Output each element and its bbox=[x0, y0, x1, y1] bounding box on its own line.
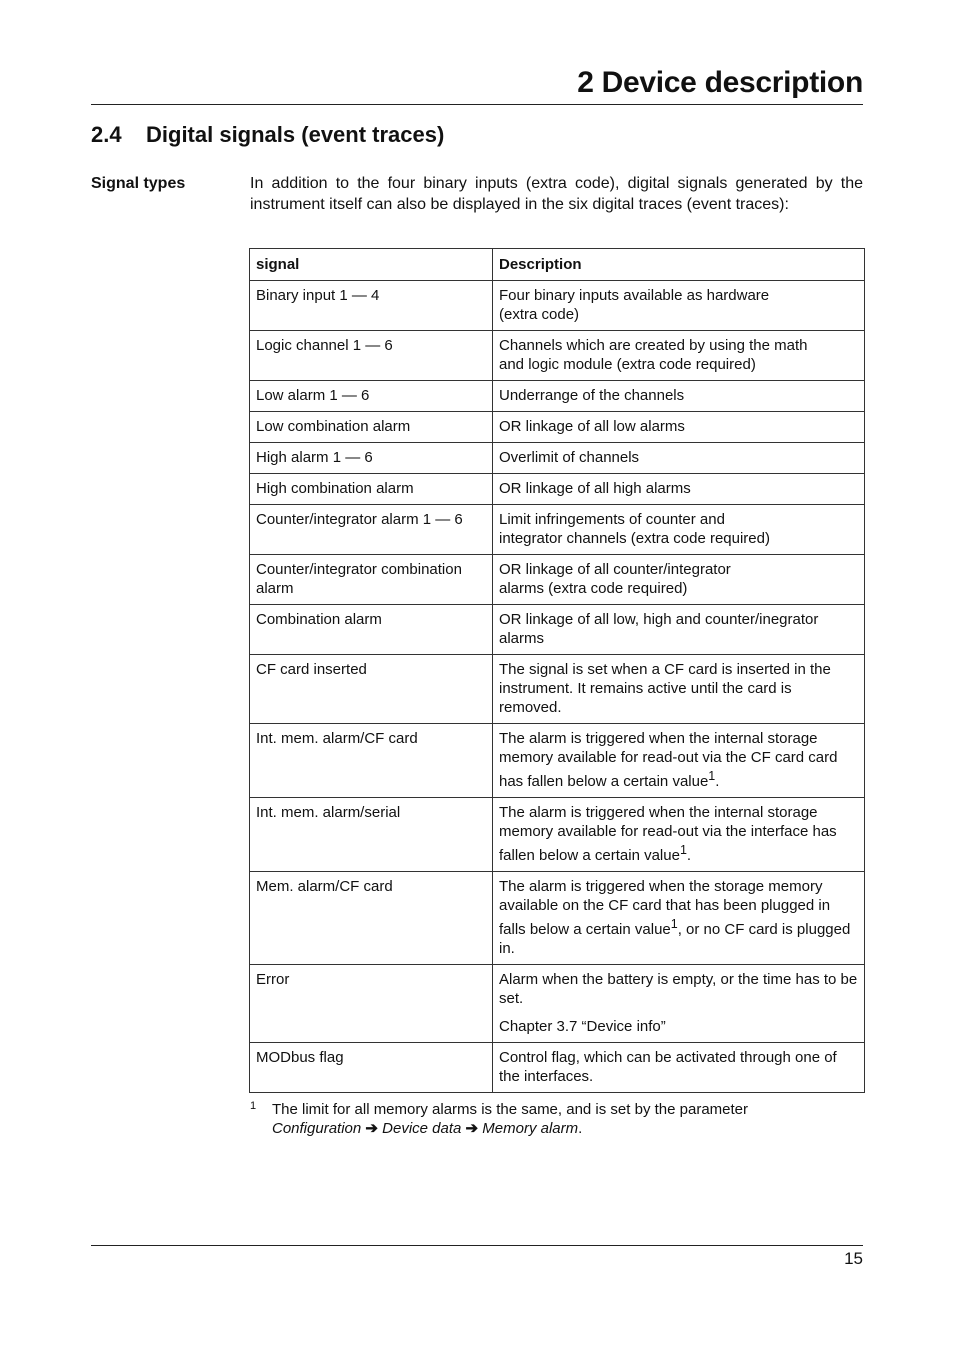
description-text: The alarm is triggered when the internal storage memory available for read-out via the interface has fallen below a certain value bbox=[499, 804, 837, 864]
path-step: Device data bbox=[382, 1120, 462, 1137]
description-cell bbox=[493, 724, 865, 798]
table-row bbox=[250, 331, 865, 381]
path-step: Configuration bbox=[272, 1120, 362, 1137]
footnote-reference: 1 bbox=[708, 769, 716, 783]
chapter-reference: Chapter 3.7 “Device info” bbox=[499, 1018, 666, 1035]
table-row bbox=[250, 872, 865, 965]
arrow-icon: ➔ bbox=[365, 1120, 378, 1137]
table-row bbox=[250, 1043, 865, 1093]
description-text: The alarm is triggered when the internal storage memory available for read-out via the CF card card has fallen below a certain value bbox=[499, 730, 838, 790]
description-line: Limit infringements of counter and bbox=[499, 511, 725, 528]
footer-rule bbox=[91, 1245, 863, 1246]
description-cell: Underrange of the channels bbox=[493, 381, 865, 412]
table-row bbox=[250, 281, 865, 331]
section-title: Digital signals (event traces) bbox=[146, 122, 445, 147]
signal-cell: Logic channel 1 — 6 bbox=[250, 331, 493, 381]
parameter-path bbox=[272, 1119, 863, 1138]
description-cell: Overlimit of channels bbox=[493, 443, 865, 474]
page-number: 15 bbox=[844, 1249, 863, 1268]
description-line: (extra code) bbox=[499, 306, 580, 323]
signal-cell: High alarm 1 — 6 bbox=[250, 443, 493, 474]
signal-cell: Counter/integrator combination alarm bbox=[250, 555, 493, 605]
description-cell: Control flag, which can be activated through one of the interfaces. bbox=[493, 1043, 865, 1093]
column-header-signal: signal bbox=[250, 249, 493, 281]
footnote bbox=[250, 1100, 863, 1138]
table-row bbox=[250, 505, 865, 555]
table-row bbox=[250, 798, 865, 872]
arrow-icon: ➔ bbox=[465, 1120, 479, 1137]
description-cell bbox=[493, 331, 865, 381]
description-cell bbox=[493, 555, 865, 605]
description-line: OR linkage of all counter/integrator bbox=[499, 561, 731, 578]
footnote-reference: 1 bbox=[670, 917, 678, 931]
signal-cell: Combination alarm bbox=[250, 605, 493, 655]
table-row bbox=[250, 555, 865, 605]
side-label: Signal types bbox=[91, 175, 186, 192]
signal-cell: Mem. alarm/CF card bbox=[250, 872, 493, 965]
table-row bbox=[250, 443, 865, 474]
description-line: integrator channels (extra code required) bbox=[499, 530, 770, 547]
footnote-reference: 1 bbox=[679, 843, 687, 857]
description-cell bbox=[493, 505, 865, 555]
description-cell bbox=[493, 798, 865, 872]
table-row bbox=[250, 381, 865, 412]
description-cell: OR linkage of all low, high and counter/inegrator alarms bbox=[493, 605, 865, 655]
signal-cell: Error bbox=[250, 965, 493, 1043]
description-text: . bbox=[686, 847, 692, 864]
signal-cell: Low combination alarm bbox=[250, 412, 493, 443]
description-line: and logic module (extra code required) bbox=[499, 356, 756, 373]
signal-cell: Int. mem. alarm/CF card bbox=[250, 724, 493, 798]
footnote-mark: 1 bbox=[250, 1100, 257, 1112]
description-line: Four binary inputs available as hardware bbox=[499, 287, 770, 304]
chapter-title: 2 Device description bbox=[577, 66, 863, 99]
table-row bbox=[250, 412, 865, 443]
signal-cell: Binary input 1 — 4 bbox=[250, 281, 493, 331]
signal-cell: Low alarm 1 — 6 bbox=[250, 381, 493, 412]
signal-cell: MODbus flag bbox=[250, 1043, 493, 1093]
table-row bbox=[250, 724, 865, 798]
description-text: The alarm is triggered when the storage memory available on the CF card that has been plugged in falls below a certain value bbox=[499, 878, 831, 938]
description-line: Channels which are created by using the math bbox=[499, 337, 808, 354]
signal-cell: Counter/integrator alarm 1 — 6 bbox=[250, 505, 493, 555]
section-heading bbox=[91, 122, 444, 148]
description-cell bbox=[493, 281, 865, 331]
table-row bbox=[250, 605, 865, 655]
footnote-text: The limit for all memory alarms is the same, and is set by the parameter bbox=[272, 1101, 749, 1118]
description-cell: OR linkage of all high alarms bbox=[493, 474, 865, 505]
description-text: Alarm when the battery is empty, or the time has to be set. bbox=[499, 971, 858, 1007]
column-header-description: Description bbox=[493, 249, 865, 281]
section-number: 2.4 bbox=[91, 122, 122, 147]
table-row bbox=[250, 965, 865, 1043]
description-line: alarms (extra code required) bbox=[499, 580, 688, 597]
footnote-end: . bbox=[578, 1120, 583, 1137]
table-row bbox=[250, 655, 865, 724]
description-cell bbox=[493, 872, 865, 965]
signal-cell: CF card inserted bbox=[250, 655, 493, 724]
description-text: , or no CF card is plugged in. bbox=[499, 921, 851, 957]
signals-table bbox=[249, 248, 865, 1093]
description-cell: The signal is set when a CF card is inserted in the instrument. It remains active until the card is removed. bbox=[493, 655, 865, 724]
intro-paragraph: In addition to the four binary inputs (extra code), digital signals generated by the instrument itself can also be displayed in the six digital traces (event traces): bbox=[250, 175, 863, 213]
signal-cell: High combination alarm bbox=[250, 474, 493, 505]
description-cell: OR linkage of all low alarms bbox=[493, 412, 865, 443]
header-rule bbox=[91, 104, 863, 105]
path-step: Memory alarm bbox=[482, 1120, 579, 1137]
signal-cell: Int. mem. alarm/serial bbox=[250, 798, 493, 872]
table-row bbox=[250, 474, 865, 505]
table-header-row bbox=[250, 249, 865, 281]
description-text: . bbox=[715, 773, 720, 790]
description-cell bbox=[493, 965, 865, 1043]
